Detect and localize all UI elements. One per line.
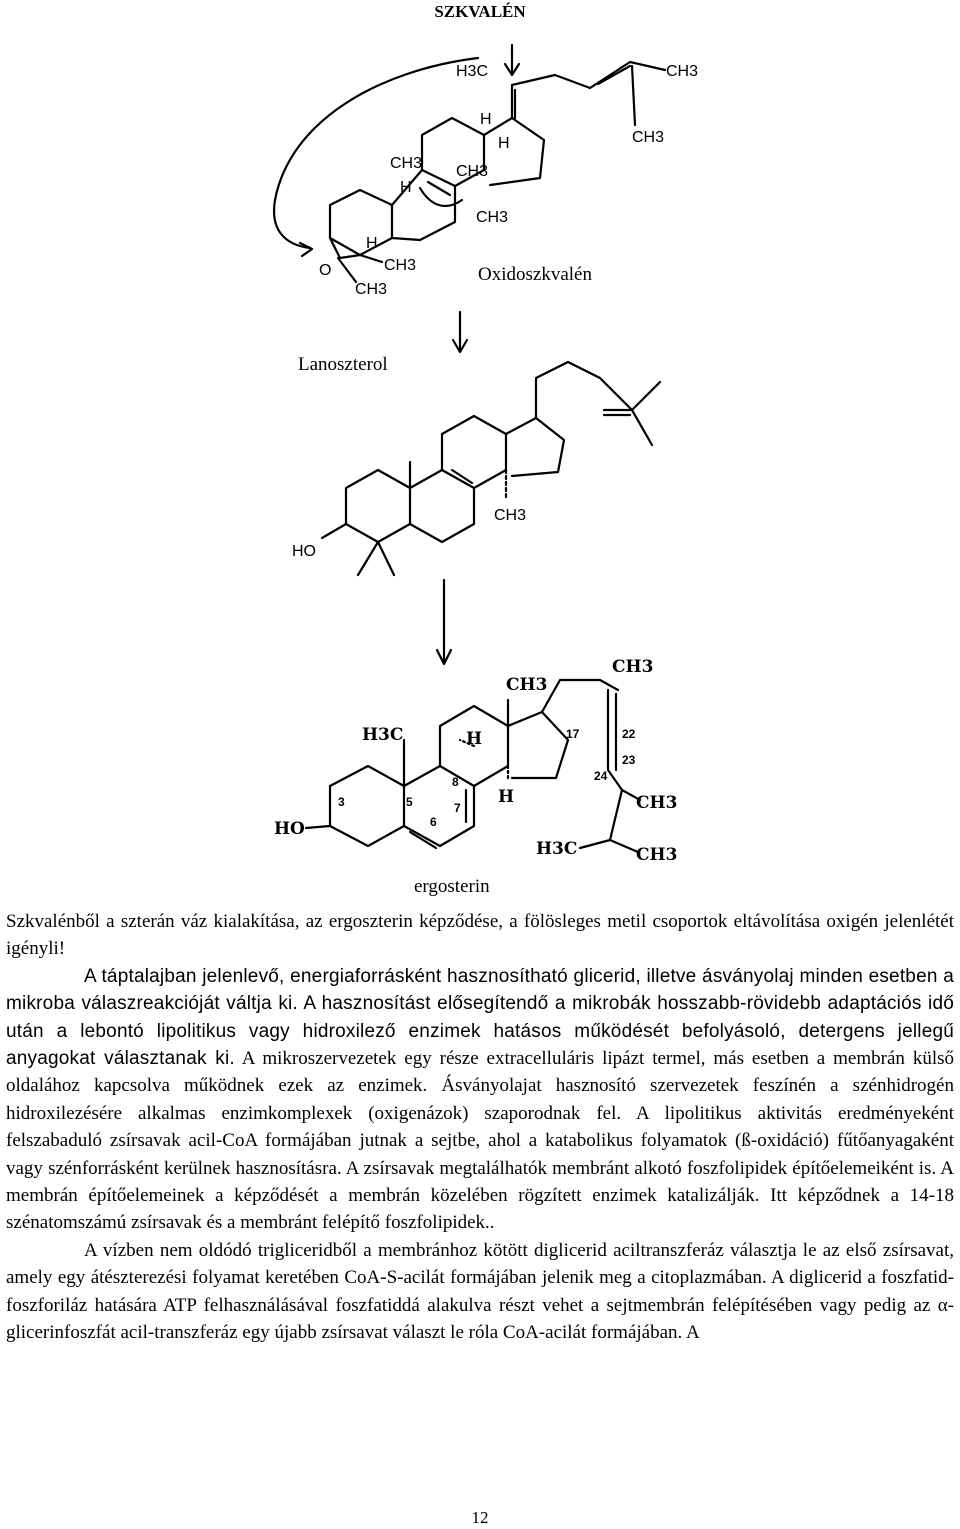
ergosterin-ch3-side-label: CH3 xyxy=(612,657,654,677)
oxido-h-a-label: H xyxy=(480,111,492,128)
ergosterin-structure xyxy=(274,657,677,897)
reaction-arrow-1 xyxy=(453,312,467,352)
paragraph-3: A vízben nem oldódó trigliceridből a membránhoz kötött diglicerid aciltranszferáz választja le az első zsírsavat, amely egy átészterezési folyamat keretében CoA-S-acilát formájában jelenik meg a citoplazmában. A diglicerid a foszfatid-foszforiláz hatására ATP felhasználásával foszfatiddá alakulva részt vehet a sejtmembrán felépítésében vagy pedig az α-glicerinfoszfát acil-transzferáz egy újabb zsírsavat választ le róla CoA-acilát formájában. A xyxy=(6,1239,954,1344)
oxido-h3c-label: H3C xyxy=(456,63,489,80)
carbon-number-23: 23 xyxy=(622,753,636,767)
oxido-ch3-ring3-label: CH3 xyxy=(476,209,509,226)
page-number: 12 xyxy=(471,1508,489,1527)
carbon-number-22: 22 xyxy=(622,727,636,741)
oxido-ch3-lower-label: CH3 xyxy=(632,129,665,146)
paragraph-2-serif: A mikroszervezetek egy része extracelluláris lipázt termel, más esetben a membrán külső oldalához kapcsolva működnek ezek az enzimek. Ásványolajat hasznosító szervezetek feszínén a szénhidrogén hidroxilezésére alkalmas enzimkomplexek (oxigenázok) szaporodnak fel. A lipolitikus aktivitás eredményeként felszabaduló zsírsavak acil-CoA formájában jutnak a sejtbe, ahol a katabolikus folyamatok (ß-oxidáció) fűtőanyagaként vagy szénforrásként kerülnek hasznosításra. A zsírsavak megtalálhatók membránt alkotó foszfolipidek építőelemeiként is. A membrán építőelemeinek a képződését a membrán közelében rögzített enzimek katalizálják. Itt képződnek a 14-18 szénatomszámú zsírsavak és a membránt felépítő foszfolipidek.. xyxy=(6,1048,954,1234)
oxido-ch3-ring2-label: CH3 xyxy=(456,163,489,180)
body-text xyxy=(6,908,954,1347)
lanosterol-structure xyxy=(292,354,660,575)
carbon-number-6: 6 xyxy=(430,815,437,829)
carbon-number-24: 24 xyxy=(594,769,608,783)
ergosterin-ch3-24-label: CH3 xyxy=(636,793,678,813)
lanosterol-name: Lanoszterol xyxy=(298,354,388,375)
oxidosqualene-structure xyxy=(274,45,698,298)
ergosterin-h3c-top-label: H3C xyxy=(362,725,404,745)
oxido-ch3-o2-label: CH3 xyxy=(355,281,388,298)
carbon-number-8: 8 xyxy=(452,775,459,789)
ergosterin-h14-label: H xyxy=(498,787,515,807)
ergosterin-ch3-bottom-label: CH3 xyxy=(636,845,678,865)
carbon-number-17: 17 xyxy=(566,727,580,741)
oxido-h-ring3-label: H xyxy=(366,235,378,252)
oxido-ch3-right-label: CH3 xyxy=(666,63,699,80)
ergosterin-name: ergosterin xyxy=(414,876,490,897)
paragraph-2-sans: A táptalajban jelenlevő, energiaforrásként hasznosítható glicerid, illetve ásványolaj minden esetben a mikroba válaszreakcióját váltja ki. A hasznosítást elősegítendő a mikrobák hosszabb-rövidebb adaptációs idő után a lebontó lipolitikus vagy hidroxilező enzimek hatásos működését befolyásoló, detergens jellegű anyagokat választanak ki. xyxy=(6,965,954,1070)
oxido-h-b-label: H xyxy=(498,135,510,152)
carbon-number-7: 7 xyxy=(454,801,461,815)
oxido-ch3-o1-label: CH3 xyxy=(384,257,417,274)
oxidosqualene-name: Oxidoszkvalén xyxy=(478,264,592,285)
ergosterin-h3c-bottom-label: H3C xyxy=(536,839,578,859)
ergosterin-ho-label: HO xyxy=(274,819,305,839)
page-title: SZKVALÉN xyxy=(434,2,526,21)
paragraph-2 xyxy=(6,963,954,1237)
carbon-number-3: 3 xyxy=(338,795,345,809)
ergosterin-ch3-top-label: CH3 xyxy=(506,675,548,695)
lanosterol-ch3-label: CH3 xyxy=(494,507,527,524)
reaction-arrow-2 xyxy=(437,580,451,664)
oxido-h-ring1-label: H xyxy=(400,179,412,196)
oxido-o-label: O xyxy=(319,262,332,279)
carbon-number-5: 5 xyxy=(406,795,413,809)
paragraph-1: Szkvalénből a szterán váz kialakítása, az ergoszterin képződése, a fölösleges metil csoportok eltávolítása oxigén jelenlétét igényli! xyxy=(6,911,954,960)
ergosterin-h8-label: H xyxy=(466,729,483,749)
oxido-ch3-ring1-label: CH3 xyxy=(390,155,423,172)
lanosterol-ho-label: HO xyxy=(292,543,316,560)
